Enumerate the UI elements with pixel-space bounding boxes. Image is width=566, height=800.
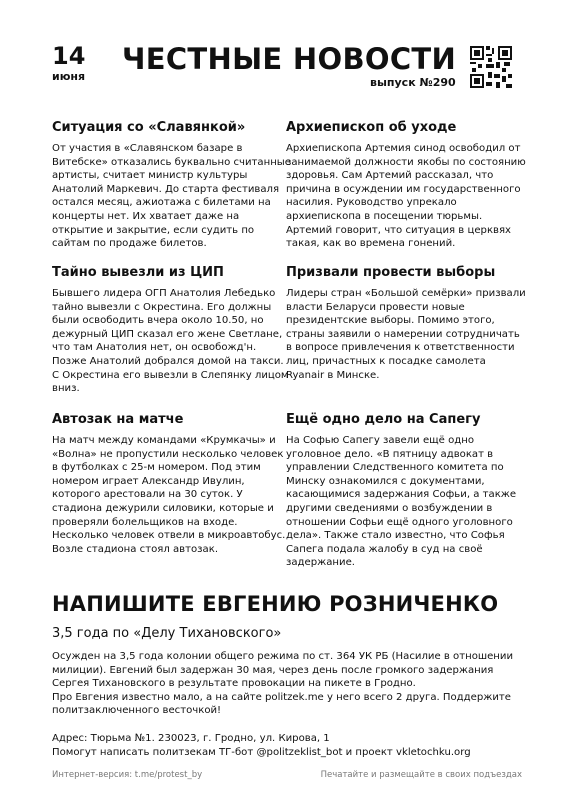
article-title: Призвали провести выборы [286,265,496,280]
article-text: На Софью Сапегу завели ещё одно уголовное дело. «В пятницу адвокат в управлении Следственного комитета по Минску ознакомился с документами, касающимися задержания Софьи, а также другими сведениями о возбуждении в отношении Софьи ещё одного уголовного дела». Также стало известно, что Софья Сапега подала жалобу в суд на своё задержание. [286,435,517,569]
issue-number: выпуск №290 [370,76,456,89]
article-title: Тайно вывезли из ЦИП [52,265,224,280]
article-title: Архиепископ об уходе [286,120,457,135]
article-title: Автозак на матче [52,412,184,427]
article-archbishop [286,120,526,251]
help-text: Помогут написать политзекам ТГ-бот @politzeklist_bot и проект vkletochku.org [52,746,471,758]
article-text: Бывшего лидера ОГП Анатолия Лебедько тайно вывезли с Окрестина. Его должны были освободить вчера около 10.50, но дежурный ЦИП сказал его жене Светлане, что там Анатолия нет, он освобожд'н. Позже Анатолий добрался домой на такси. С Окрестина его вывезли в Слепянку лицом вниз. [52,288,289,395]
article-elections [286,265,526,382]
appeal-text: Осужден на 3,5 года колонии общего режима по ст. 364 УК РБ (Насилие в отношении милиции). Евгений был задержан 30 мая, через день после громкого задержания Сергея Тихановского в результате провокации на пикете в Гродно. [52,651,514,690]
article-text: От участия в «Славянском базаре в Витебске» отказались буквально считанные артисты, считает министр культуры Анатолий Маркевич. До старта фестиваля остался месяц, ажиотажа с билетами на концерты нет. Их хватает даже на открытие и закрытие, если судить по сайтам по продаже билетов. [52,143,291,250]
appeal-title: НАПИШИТЕ ЕВГЕНИЮ РОЗНИЧЕНКО [52,592,499,616]
article-cip [52,265,292,396]
article-avtozak [52,412,292,556]
footer-note: Печатайте и размещайте в своих подъездах [320,770,522,780]
date [52,44,102,83]
article-slavyanka [52,120,292,251]
masthead-title: ЧЕСТНЫЕ НОВОСТИ [122,42,457,76]
date-month: июня [52,70,86,83]
address-block [52,732,522,759]
article-sapega [286,412,526,570]
article-title: Ситуация со «Славянкой» [52,120,246,135]
article-text: На матч между командами «Крумкачы» и «Волна» не пропустили несколько человек в футболках с 25-м номером. Под этим номером играет Александр Ивулин, которого арестовали на 30 суток. У стадиона дежурили силовики, которые и проверяли болельщиков на входе. Несколько человек отвели в микроавтобус. Возле стадиона стоял автозак. [52,435,286,555]
address-text: Адрес: Тюрьма №1. 230023, г. Гродно, ул. Кирова, 1 [52,732,330,744]
appeal-body [52,650,522,718]
article-title: Ещё одно дело на Сапегу [286,412,481,427]
appeal-subtitle: 3,5 года по «Делу Тихановского» [52,626,282,641]
footer-link[interactable]: Интернет-версия: t.me/protest_by [52,770,203,780]
date-day: 14 [52,42,86,70]
qr-code-icon [470,46,512,88]
article-text: Архиепископа Артемия синод освободил от занимаемой должности якобы по состоянию здоровья. Сам Артемий рассказал, что причина в осуждении им государственного насилия. Руководство упрекало архиепископа в посещении тюрьмы. Артемий говорит, что ситуация в церквях такая, как во времена гонений. [286,143,526,250]
article-text: Лидеры стран «Большой семёрки» призвали власти Беларуси провести новые президентские выборы. Помимо этого, страны заявили о намерении сотрудничать в вопросе привлечения к ответственности лиц, причастных к посадке самолета Ryanair в Минске. [286,288,526,381]
appeal-text: Про Евгения известно мало, а на сайте politzek.me у него всего 2 друга. Поддержите политзаключенного весточкой! [52,691,511,717]
appeal-section [52,592,522,759]
